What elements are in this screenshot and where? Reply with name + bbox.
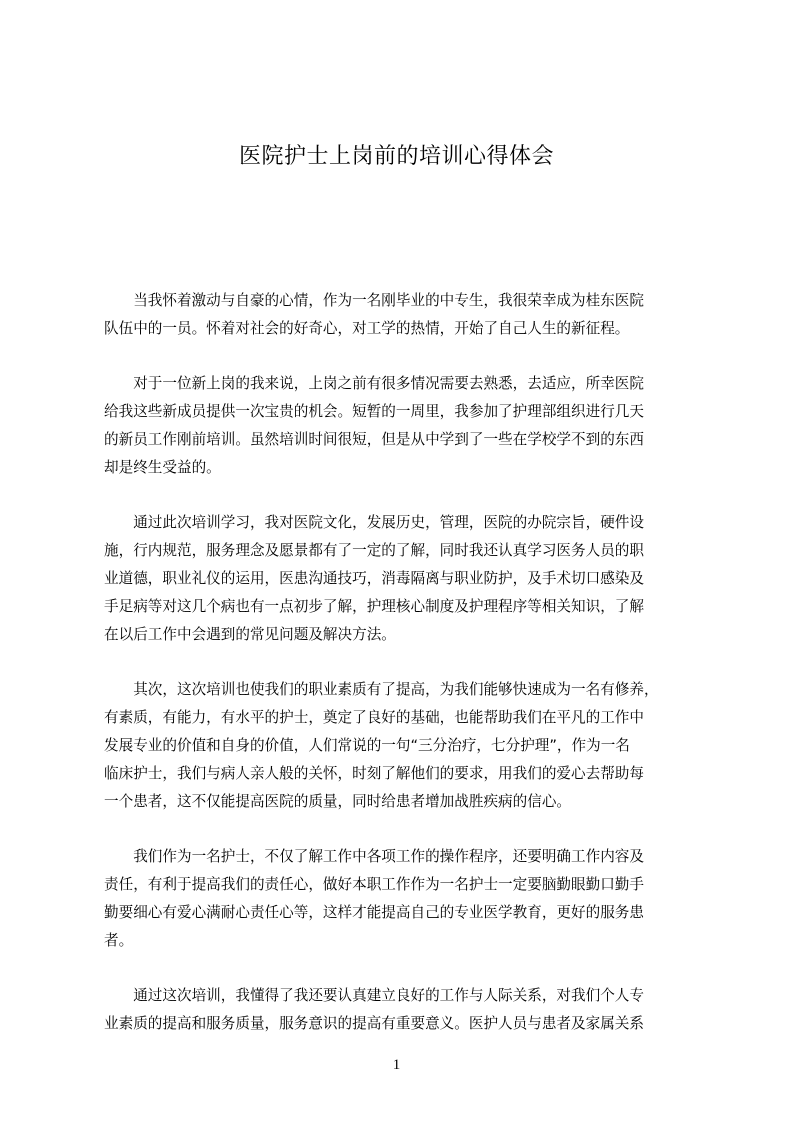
paragraph-line: 有素质，有能力，有水平的护士，奠定了良好的基础，也能帮助我们在平凡的工作中 (104, 709, 644, 726)
paragraph-line: 通过这次培训，我懂得了我还要认真建立良好的工作与人际关系，对我们个人专 (104, 987, 644, 1004)
document-body (104, 287, 700, 1065)
paragraph-2 (104, 370, 700, 482)
paragraph-line: 责任，有利于提高我们的责任心，做好本职工作作为一名护士一定要脑勤眼勤口勤手 (104, 876, 644, 893)
page-number: 1 (392, 1057, 401, 1073)
paragraph-line: 在以后工作中会遇到的常见问题及解决方法。 (104, 626, 396, 643)
paragraph-line: 我们作为一名护士，不仅了解工作中各项工作的操作程序，还要明确工作内容及 (104, 848, 644, 865)
paragraph-line: 通过此次培训学习，我对医院文化，发展历史，管理，医院的办院宗旨，硬件设 (104, 514, 644, 531)
paragraph-line: 却是终生受益的。 (104, 459, 221, 476)
paragraph-line: 发展专业的价值和自身的价值，人们常说的一句“三分治疗，七分护理”，作为一名 (104, 737, 630, 754)
paragraph-line: 业道德，职业礼仪的运用，医患沟通技巧，消毒隔离与职业防护，及手术切口感染及 (104, 570, 644, 587)
paragraph-line: 其次，这次培训也使我们的职业素质有了提高，为我们能够快速成为一名有修养， (104, 681, 659, 698)
paragraph-4 (104, 676, 700, 816)
document-title: 医院护士上岗前的培训心得体会 (238, 144, 554, 169)
paragraph-line: 给我这些新成员提供一次宝贵的机会。短暂的一周里，我参加了护理部组织进行几天 (104, 403, 644, 420)
paragraph-line: 对于一位新上岗的我来说，上岗之前有很多情况需要去熟悉，去适应，所幸医院 (104, 375, 644, 392)
paragraph-line: 队伍中的一员。怀着对社会的好奇心，对工学的热情，开始了自己人生的新征程。 (104, 320, 630, 337)
paragraph-line: 勤要细心有爱心满耐心责任心等，这样才能提高自己的专业医学教育，更好的服务患 (104, 904, 644, 921)
paragraph-line: 的新员工作刚前培训。虽然培训时间很短，但是从中学到了一些在学校学不到的东西 (104, 431, 644, 448)
paragraph-line: 当我怀着激动与自豪的心情，作为一名刚毕业的中专生，我很荣幸成为桂东医院 (104, 292, 644, 309)
paragraph-line: 临床护士，我们与病人亲人般的关怀，时刻了解他们的要求，用我们的爱心去帮助每 (104, 765, 644, 782)
paragraph-line: 者。 (104, 932, 134, 949)
paragraph-5 (104, 843, 700, 955)
paragraph-3 (104, 509, 700, 649)
paragraph-line: 业素质的提高和服务质量，服务意识的提高有重要意义。医护人员与患者及家属关系 (104, 1015, 644, 1032)
paragraph-line: 施，行内规范，服务理念及愿景都有了一定的了解，同时我还认真学习医务人员的职 (104, 542, 644, 559)
paragraph-line: 一个患者，这不仅能提高医院的质量，同时给患者增加战胜疾病的信心。 (104, 793, 572, 810)
paragraph-6 (104, 982, 700, 1038)
paragraph-line: 手足病等对这几个病也有一点初步了解，护理核心制度及护理程序等相关知识，了解 (104, 598, 644, 615)
paragraph-1 (104, 287, 700, 343)
